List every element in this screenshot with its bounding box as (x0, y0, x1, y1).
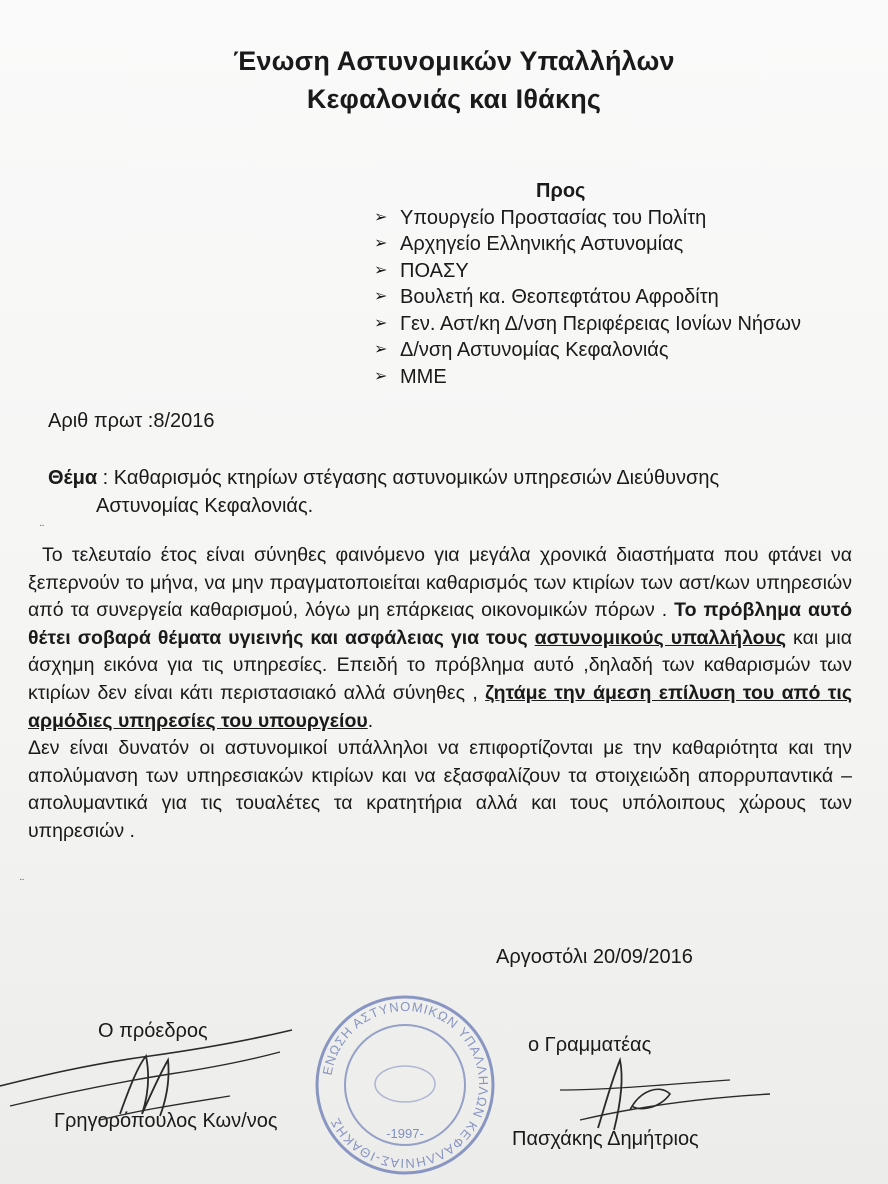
recipients-list (372, 205, 842, 391)
subject-text-line-2: Αστυνομίας Κεφαλονιάς. (96, 495, 314, 517)
body-text-run: Το τελευταίο έτος είναι σύνηθες φαινόμενο για μεγάλα χρονικά διαστήματα που φτάνει να ξεπερνούν το μήνα, να μην πραγματοποιείται καθαρισμός των κτιρίων των αστ/κων υπηρεσιών από τα συνεργεία καθαρισμού, λόγω μη επάρκειας οικονομικών πόρων . (28, 544, 852, 622)
protocol-number: Αριθ πρωτ :8/2016 (48, 410, 215, 432)
arrow-bullet-icon: ➢ (374, 314, 388, 332)
stray-mark: ¨ (20, 876, 24, 890)
recipient-item (372, 205, 842, 232)
header-line-2: Κεφαλονιάς και Ιθάκης (306, 84, 602, 114)
recipient-item (372, 284, 842, 311)
subject-block (48, 464, 808, 520)
recipient-item (372, 311, 842, 338)
president-signature-icon (0, 1016, 300, 1126)
header-line-1: Ένωση Αστυνομικών Υπαλλήλων (233, 46, 675, 76)
arrow-bullet-icon: ➢ (374, 367, 388, 385)
secretary-signature-icon (520, 1050, 780, 1140)
recipient-text: ΠΟΑΣΥ (400, 259, 469, 282)
recipient-item (372, 231, 842, 258)
recipients-label: Προς (536, 180, 586, 202)
recipient-text: Δ/νση Αστυνομίας Κεφαλονιάς (400, 339, 669, 361)
organization-header (0, 42, 888, 118)
recipient-item (372, 337, 842, 364)
body-text-run: . (367, 709, 374, 732)
recipient-text: Αρχηγείο Ελληνικής Αστυνομίας (400, 233, 684, 255)
recipient-text: ΜΜΕ (400, 365, 447, 388)
arrow-bullet-icon: ➢ (374, 235, 388, 252)
secretary-name: Πασχάκης Δημήτριος (512, 1128, 699, 1150)
president-title: Ο πρόεδρος (98, 1020, 208, 1042)
arrow-bullet-icon: ➢ (374, 341, 388, 358)
recipient-text: Γεν. Αστ/κη Δ/νση Περιφέρειας Ιονίων Νήσων (400, 312, 801, 335)
subject-text-line-1: Καθαρισμός κτηρίων στέγασης αστυνομικών υπηρεσιών Διεύθυνσης (113, 467, 720, 489)
subject-label: Θέμα (48, 467, 98, 489)
letter-body (28, 542, 852, 846)
body-paragraph-2: Δεν είναι δυνατόν οι αστυνομικοί υπάλληλοι να επιφορτίζονται με την καθαριότητα και την απολύμανση των υπηρεσιακών κτιρίων και να εξασφαλίζουν τα στοιχειώδη απορρυπαντικά –απολυμαντικά για τις τουαλέτες τα κρατητήρια αλλά και τους υπόλοιπους χώρους των υπηρεσιών . (28, 737, 852, 842)
subject-separator: : (97, 467, 114, 489)
letter-date: Αργοστόλι 20/09/2016 (496, 946, 693, 968)
recipient-item (372, 364, 842, 391)
body-bold-underlined-run: αστυνομικούς υπαλλήλους (534, 626, 787, 649)
body-paragraph-1 (28, 542, 852, 735)
recipient-text: Υπουργείο Προστασίας του Πολίτη (400, 206, 707, 229)
stray-mark: ¨ (40, 522, 44, 536)
secretary-title: ο Γραμματέας (528, 1034, 652, 1056)
recipients-block (372, 178, 842, 390)
arrow-bullet-icon: ➢ (374, 288, 388, 305)
body-text-run: και μια άσχημη εικόνα για τις υπηρεσίες. Επειδή το πρόβλημα αυτό ,δηλαδή των καθαρισμών των κτιρίων δεν είναι κάτι περιστασιακό αλλά σύνηθες , (28, 626, 852, 704)
recipient-item (372, 258, 842, 285)
arrow-bullet-icon: ➢ (374, 208, 388, 226)
stamp-ring-text: ΕΝΩΣΗ ΑΣΤΥΝΟΜΙΚΩΝ ΥΠΑΛΛΗΛΩΝ ΚΕΦΑΛΛΗΝΙΑΣ-ΙΘΑΚΗΣ (319, 998, 492, 1172)
arrow-bullet-icon: ➢ (374, 261, 388, 279)
president-name: Γρηγορόπουλος Κων/νος (54, 1110, 278, 1132)
stamp-year: -1997- (386, 1126, 424, 1141)
body-bold-run: Το πρόβλημα αυτό θέτει σοβαρά θέματα υγιεινής και ασφάλειας για τους (28, 599, 852, 649)
body-bold-underlined-run: ζητάμε την άμεση επίλυση του από τις αρμόδιες υπηρεσίες του υπουργείου (28, 681, 852, 732)
union-stamp-icon (312, 992, 498, 1178)
recipient-text: Βουλετή κα. Θεοπεφτάτου Αφροδίτη (400, 286, 719, 308)
